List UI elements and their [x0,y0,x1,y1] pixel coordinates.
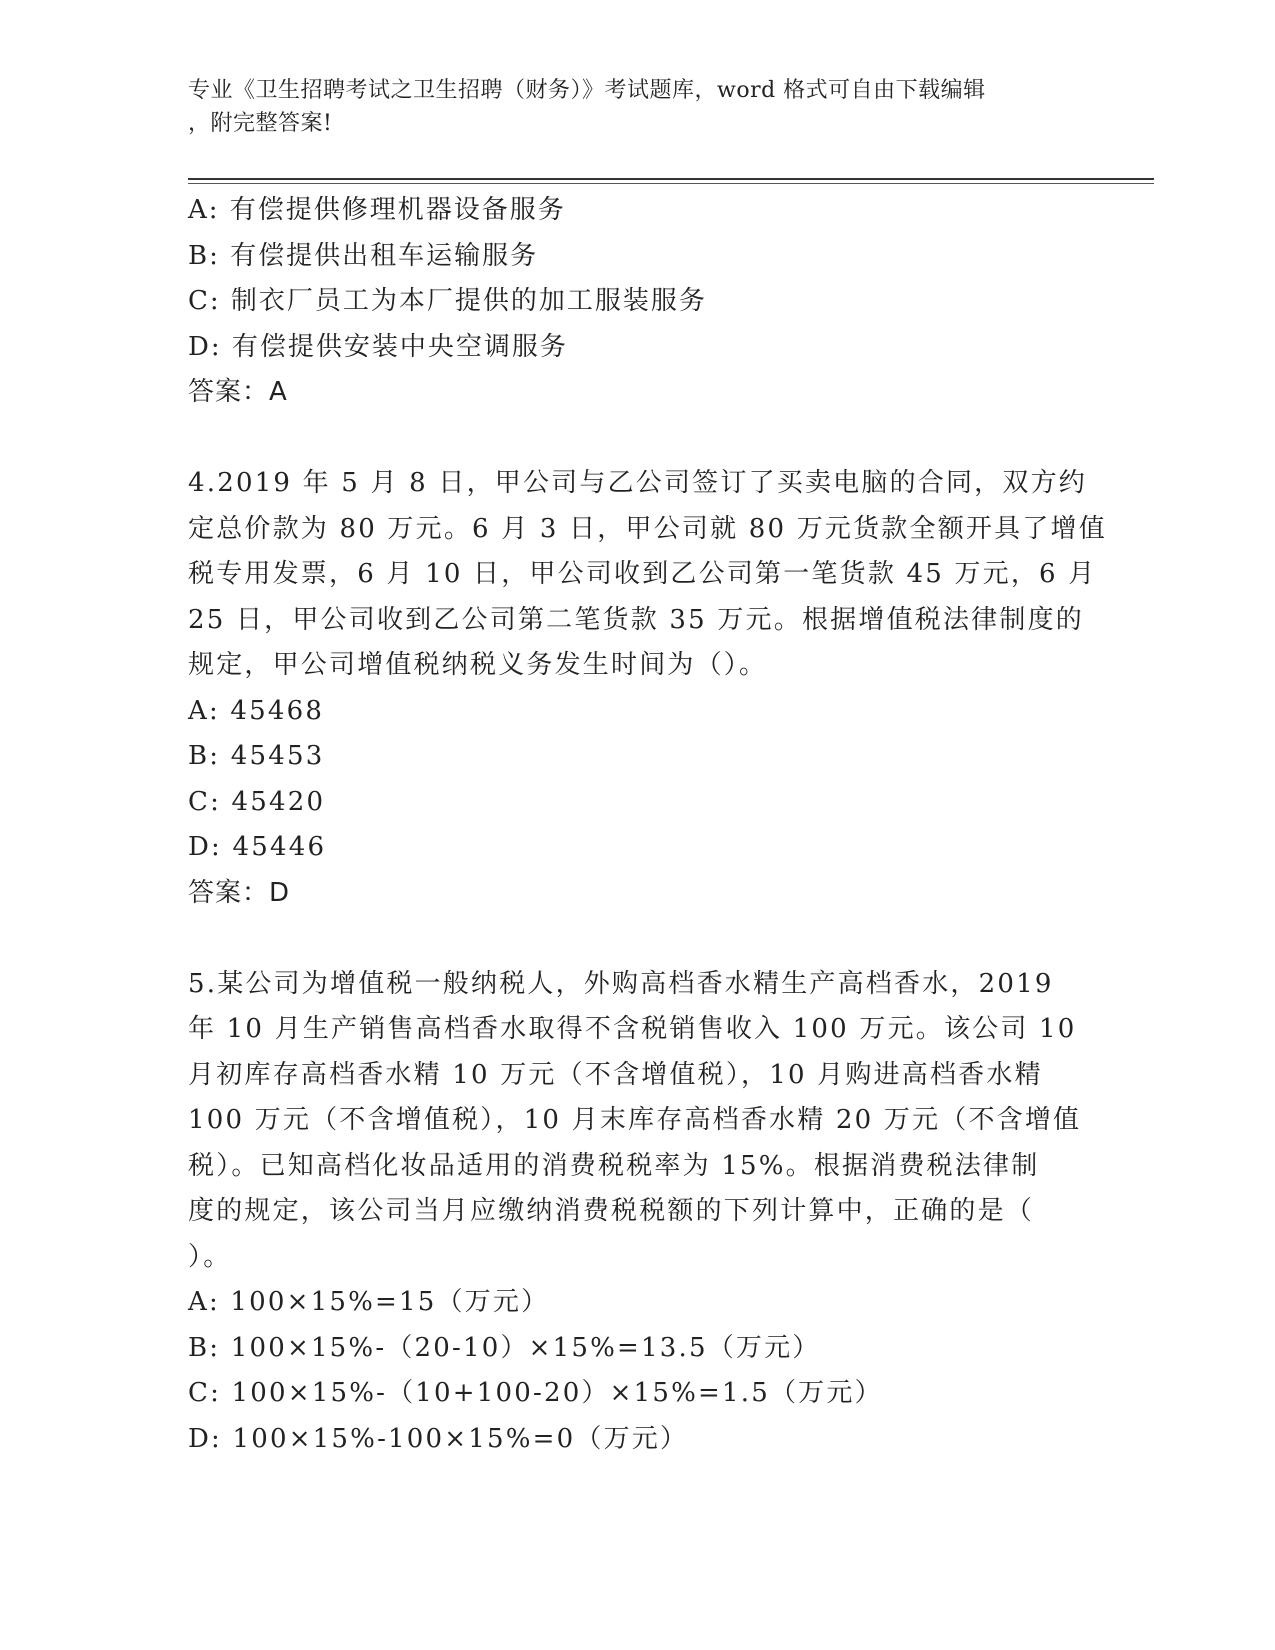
header-line-1: 专业《卫生招聘考试之卫生招聘（财务）》考试题库，word 格式可自由下载编辑 [188,78,986,103]
q4-option-b: B: 45453 [188,741,325,771]
question-5-block [188,962,1088,1463]
q4-stem-line-4: 25 日，甲公司收到乙公司第二笔货款 35 万元。根据增值税法律制度的 [188,604,1084,635]
spacer [188,416,1088,462]
q3-option-a: A: 有偿提供修理机器设备服务 [188,195,566,225]
question-3-block [188,188,1088,416]
q3-option-b: B: 有偿提供出租车运输服务 [188,240,539,271]
q3-answer: 答案：A [188,377,288,407]
q5-stem-line-5: 税）。已知高档化妆品适用的消费税税率为 15%。根据消费税法律制 [188,1150,1040,1181]
q4-option-a: A: 45468 [188,695,325,726]
q5-stem-line-4: 100 万元（不含增值税），10 月末库存高档香水精 20 万元（不含增值 [188,1105,1082,1135]
q5-option-c: C: 100×15%-（10+100-20）×15%=1.5（万元） [188,1378,883,1408]
q5-option-d: D: 100×15%-100×15%=0（万元） [188,1423,689,1454]
header-rule-thin [188,183,1154,184]
q5-stem-line-6: 度的规定，该公司当月应缴纳消费税税额的下列计算中，正确的是（ [188,1196,1035,1226]
q4-stem-line-5: 规定，甲公司增值税纳税义务发生时间为（）。 [188,650,768,680]
q5-option-b: B: 100×15%-（20-10）×15%=13.5（万元） [188,1332,821,1363]
header-line-2: ，附完整答案! [188,111,333,136]
q5-stem-line-7: ）。 [188,1241,232,1272]
q4-stem-line-1: 4.2019 年 5 月 8 日，甲公司与乙公司签订了买卖电脑的合同，双方约 [188,468,1087,498]
question-4-block [188,461,1107,916]
q4-answer: 答案：D [188,877,291,908]
document-header [188,74,1068,140]
q4-stem-line-3: 税专用发票，6 月 10 日，甲公司收到乙公司第一笔货款 45 万元，6 月 [188,559,1097,589]
q4-option-d: D: 45446 [188,832,327,862]
q3-option-c: C: 制衣厂员工为本厂提供的加工服装服务 [188,286,707,316]
q3-option-d: D: 有偿提供安装中央空调服务 [188,331,568,362]
q4-option-c: C: 45420 [188,786,326,817]
q5-stem-line-2: 年 10 月生产销售高档香水取得不含税销售收入 100 万元。该公司 10 [188,1014,1077,1044]
document-body [188,188,1107,1462]
header-rule-thick [188,178,1154,180]
q5-stem-line-1: 5.某公司为增值税一般纳税人，外购高档香水精生产高档香水，2019 [188,968,1054,999]
spacer [188,916,1088,962]
q5-stem-line-3: 月初库存高档香水精 10 万元（不含增值税），10 月购进高档香水精 [188,1059,1043,1090]
q4-stem-line-2: 定总价款为 80 万元。6 月 3 日，甲公司就 80 万元货款全额开具了增值 [188,513,1107,544]
q5-option-a: A: 100×15%=15（万元） [188,1287,550,1317]
